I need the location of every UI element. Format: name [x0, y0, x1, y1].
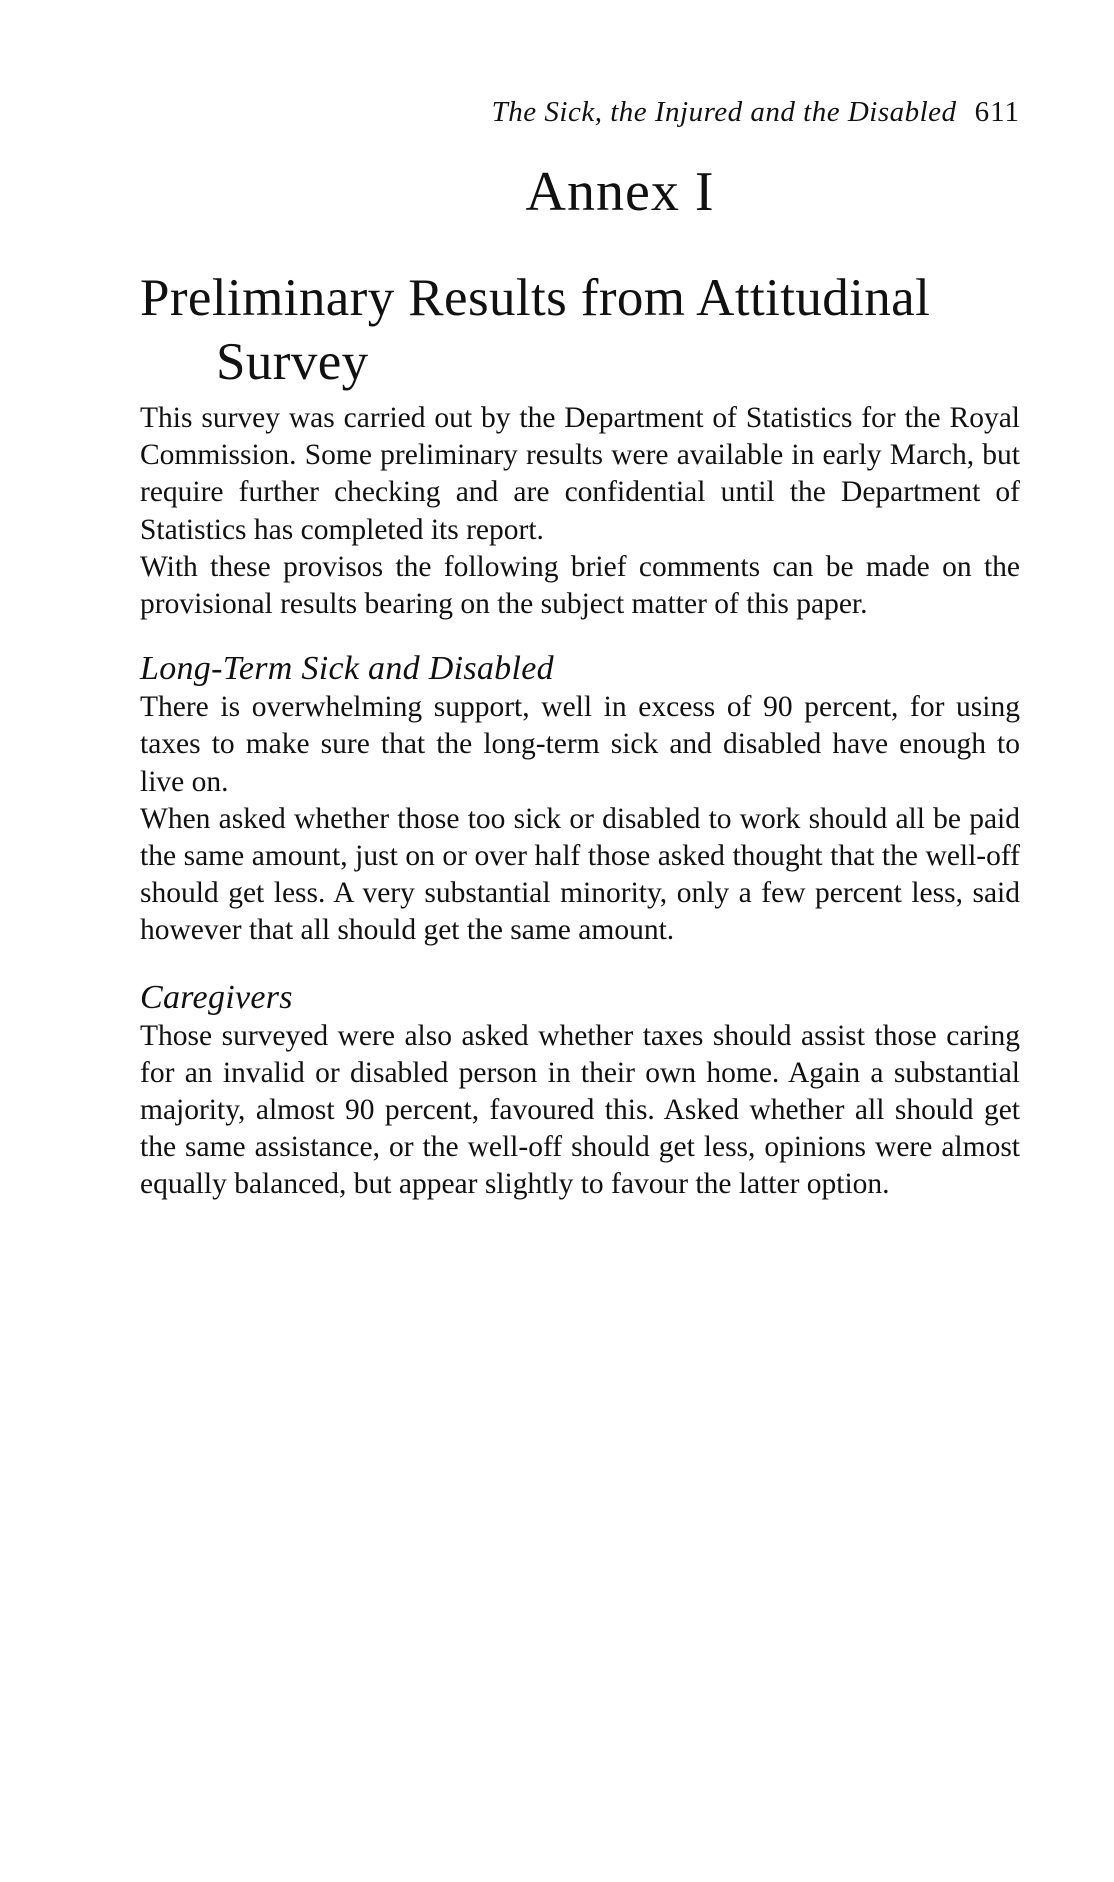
page-title-line-2: Survey: [216, 333, 369, 391]
page-title: [140, 266, 1020, 394]
intro-paragraph-1: This survey was carried out by the Department of Statistics for the Royal Commission. Some preliminary results were available in early March, but require further checking and are confidential until the Department of Statistics has completed its report.: [140, 402, 1020, 546]
long-term-paragraph-2: When asked whether those too sick or disabled to work should all be paid the same amount, just on or over half those asked thought that the well-off should get less. A very substantial minority, only a few percent less, said however that all should get the same amount.: [140, 802, 1020, 947]
caregivers-paragraph-1: Those surveyed were also asked whether taxes should assist those caring for an invalid or disabled person in their own home. Again a substantial majority, almost 90 percent, favoured this. Asked whether all should get the same assistance, or the well-off should get less, opinions were almost equally balanced, but appear slightly to favour the latter option.: [140, 1019, 1020, 1201]
page-title-line-1: Preliminary Results from Attitudinal: [140, 269, 931, 327]
section-heading-long-term: Long-Term Sick and Disabled: [140, 650, 554, 688]
long-term-paragraph-1: There is overwhelming support, well in excess of 90 percent, for using taxes to make sure that the long-term sick and disabled have enough to live on.: [140, 691, 1020, 798]
document-page: [140, 0, 1020, 1882]
running-head-title: The Sick, the Injured and the Disabled: [491, 96, 957, 128]
running-head: [492, 94, 1020, 130]
section-heading-caregivers: Caregivers: [140, 978, 293, 1016]
annex-label: Annex I: [525, 161, 715, 223]
body-text: [140, 400, 1020, 1204]
intro-paragraph-2: With these provisos the following brief comments can be made on the provisional results bearing on the subject matter of this paper.: [140, 550, 1020, 621]
page-number: 611: [974, 96, 1020, 128]
